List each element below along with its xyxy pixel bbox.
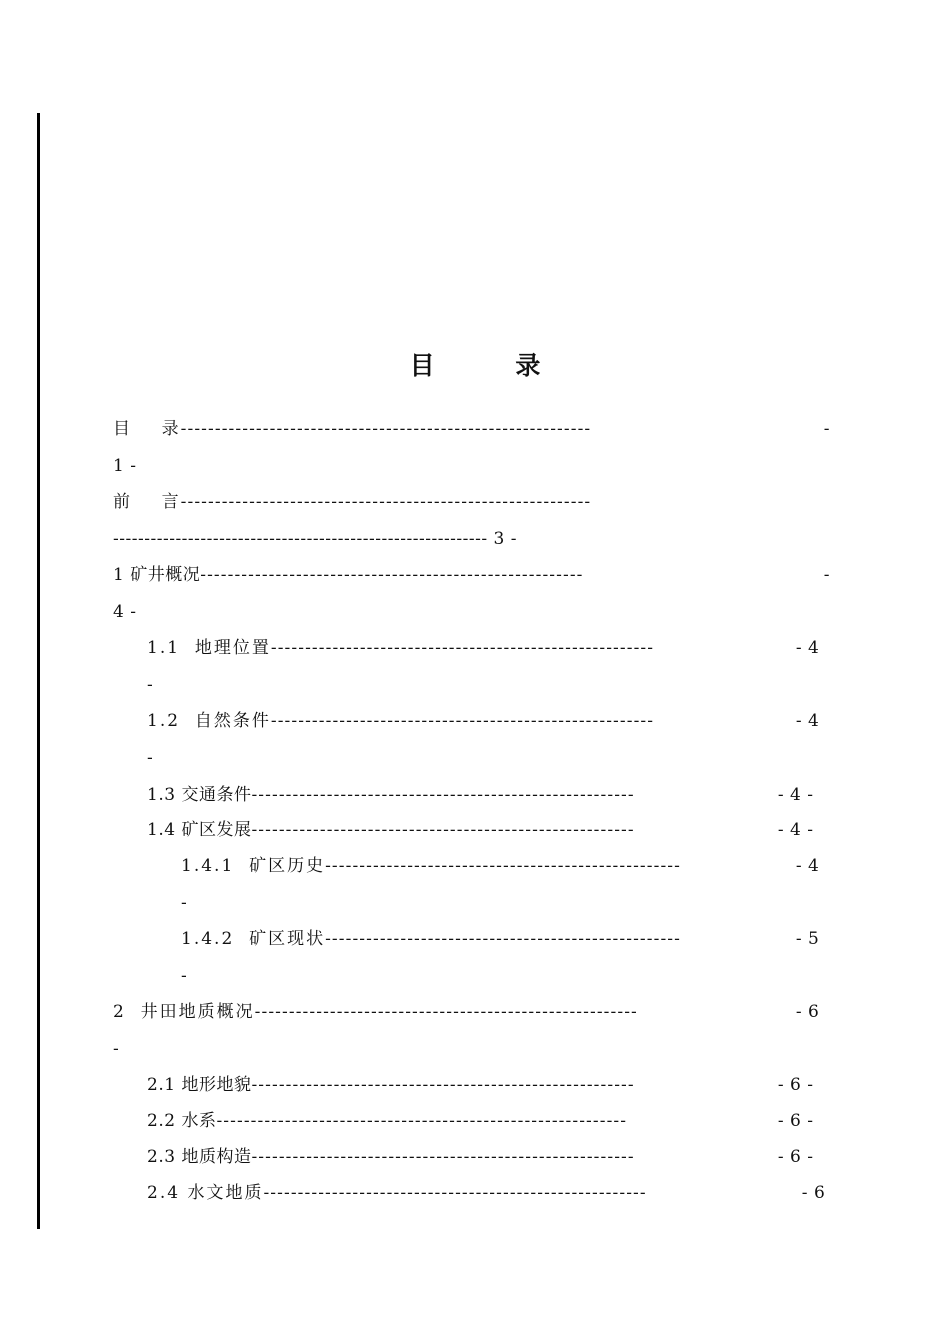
toc-leader-dots: ------------------------------------------------------------ xyxy=(180,419,592,439)
toc-leader-dots: ------------------------------------------------------------ xyxy=(180,492,592,512)
toc-page-number: - xyxy=(806,565,830,585)
toc-entry-label: 1.4.2 矿区现状 xyxy=(181,929,326,949)
toc-page-number-wrap: - xyxy=(181,893,188,913)
toc-entry-1-4[interactable] xyxy=(147,817,635,843)
toc-page-number-wrap: 1 - xyxy=(113,456,137,476)
toc-entry-label: 2.3 地质构造 xyxy=(147,1147,252,1167)
toc-leader-dots: -------------------------------------------------------- xyxy=(200,565,584,585)
toc-entry-label: 1.3 交通条件 xyxy=(147,785,252,805)
toc-entry-label: 1 矿井概况 xyxy=(113,565,201,585)
toc-leader-dots: -------------------------------------------------------- xyxy=(251,1075,635,1095)
toc-entry-label: 2.1 地形地貌 xyxy=(147,1075,252,1095)
toc-leader-dots: ---------------------------------------------------- xyxy=(325,856,681,876)
toc-entry-contents[interactable] xyxy=(113,416,591,442)
toc-entry-1-2[interactable] xyxy=(147,708,654,734)
toc-page-number: - 6 - xyxy=(772,1147,814,1167)
toc-page-number-wrap: - xyxy=(147,748,154,768)
toc-leader-wrap: ------------------------------------------------------------ 3 - xyxy=(113,529,518,549)
toc-leader-dots: -------------------------------------------------------- xyxy=(263,1183,647,1203)
toc-page-number: - 4 - xyxy=(772,820,814,840)
toc-entry-chapter-2[interactable] xyxy=(113,999,638,1025)
toc-leader-dots: -------------------------------------------------------- xyxy=(270,638,655,658)
toc-leader-dots: ------------------------------------------------------------ xyxy=(216,1111,628,1131)
toc-leader-dots: -------------------------------------------------------- xyxy=(254,1002,638,1022)
toc-page-number: - 4 - xyxy=(772,785,814,805)
toc-page-number: - 4 xyxy=(790,638,820,658)
toc-entry-1-3[interactable] xyxy=(147,782,635,808)
toc-page-number: - 4 xyxy=(790,711,820,731)
toc-entry-1-1[interactable] xyxy=(147,635,654,661)
toc-leader-dots: -------------------------------------------------------- xyxy=(270,711,655,731)
toc-entry-label: 1.4 矿区发展 xyxy=(147,820,252,840)
toc-entry-2-4[interactable] xyxy=(147,1180,647,1206)
toc-entry-label: 前 言 xyxy=(113,492,181,512)
toc-entry-label: 2 井田地质概况 xyxy=(113,1002,255,1022)
toc-entry-chapter-1[interactable] xyxy=(113,562,584,588)
toc-leader-dots: ---------------------------------------------------- xyxy=(325,929,681,949)
toc-entry-label: 目 录 xyxy=(113,419,181,439)
toc-entry-label: 2.4 水文地质 xyxy=(147,1183,264,1203)
toc-entry-label: 1.4.1 矿区历史 xyxy=(181,856,326,876)
toc-entry-label: 2.2 水系 xyxy=(147,1111,217,1131)
toc-page-number: - 5 xyxy=(790,929,820,949)
toc-leader-dots: -------------------------------------------------------- xyxy=(251,785,635,805)
page-title: 目 录 xyxy=(409,351,577,380)
toc-entry-1-4-1[interactable] xyxy=(181,853,681,879)
toc-entry-2-1[interactable] xyxy=(147,1072,635,1098)
toc-entry-2-2[interactable] xyxy=(147,1108,627,1134)
toc-page-number-wrap: - xyxy=(181,966,188,986)
toc-page-number: - 6 - xyxy=(772,1111,814,1131)
toc-entry-label: 1.2 自然条件 xyxy=(147,711,271,731)
toc-page-number: - 6 xyxy=(790,1002,820,1022)
toc-page-number-wrap: - xyxy=(113,1039,120,1059)
toc-entry-preface[interactable] xyxy=(113,489,591,515)
toc-page-number: - 6 - xyxy=(772,1075,814,1095)
toc-entry-label: 1.1 地理位置 xyxy=(147,638,271,658)
toc-leader-dots: -------------------------------------------------------- xyxy=(251,820,635,840)
toc-page-number-wrap: - xyxy=(147,675,154,695)
toc-leader-dots: -------------------------------------------------------- xyxy=(251,1147,635,1167)
toc-page-number: - 4 xyxy=(790,856,820,876)
left-margin-rule xyxy=(37,113,40,1229)
toc-entry-1-4-2[interactable] xyxy=(181,926,681,952)
toc-page-number: - xyxy=(806,419,830,439)
toc-page-number-wrap: 4 - xyxy=(113,602,137,622)
toc-entry-2-3[interactable] xyxy=(147,1144,635,1170)
toc-page-number: - 6 xyxy=(790,1183,826,1203)
